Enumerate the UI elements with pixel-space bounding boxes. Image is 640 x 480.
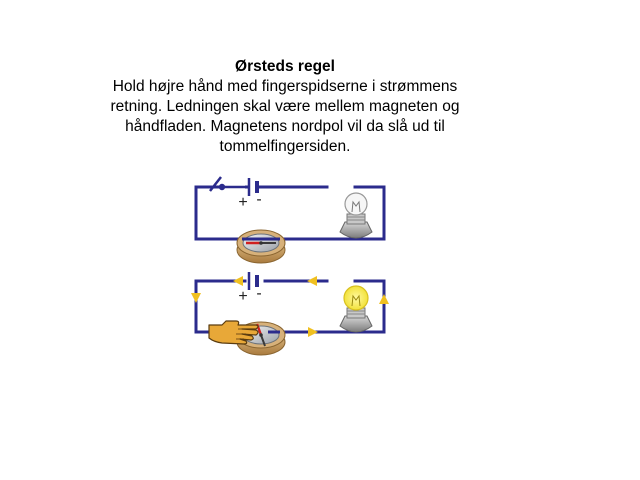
- battery-minus-label: -: [256, 191, 262, 208]
- battery-plus-label: +: [238, 288, 248, 305]
- bulb-off: [340, 193, 372, 238]
- current-arrow-icon: [191, 293, 201, 303]
- circuit-open: [196, 177, 384, 263]
- bulb-on: [340, 286, 372, 332]
- battery-minus-label: -: [256, 285, 262, 302]
- right-hand-icon: [209, 321, 258, 344]
- rule-title: Ørsteds regel: [235, 58, 335, 75]
- battery-plus-label: +: [238, 194, 248, 211]
- rule-description: Hold højre hånd med fingerspidserne i strømmens retning. Ledningen skal være mellem magneten og håndfladen. Magnetens nordpol vil da slå ud til tommelfingersiden.: [110, 78, 460, 155]
- battery-top: [238, 178, 265, 211]
- current-arrow-icon: [308, 327, 318, 337]
- switch-open: [210, 177, 245, 191]
- current-arrow-icon: [307, 276, 317, 286]
- current-arrow-icon: [379, 294, 389, 304]
- current-arrow-icon: [233, 276, 243, 286]
- circuit-closed: [191, 272, 389, 355]
- compass-top: [237, 230, 285, 263]
